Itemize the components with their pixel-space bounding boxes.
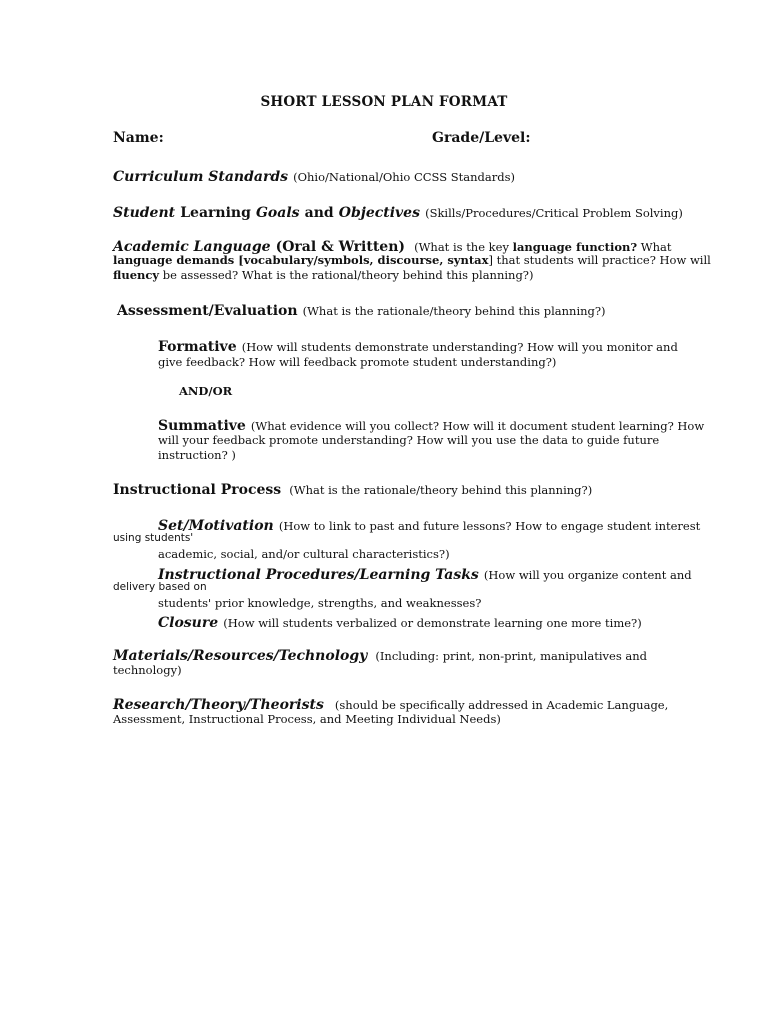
academic-language-heading: Academic Language: [113, 239, 271, 255]
materials-heading: Materials/Resources/Technology: [113, 648, 368, 664]
learning-goals-section: [113, 202, 683, 221]
instructional-process-section: [113, 479, 592, 498]
formative-heading: Formative: [158, 339, 237, 355]
closure-heading: Closure: [158, 615, 219, 631]
academic-language-line-2: [113, 253, 711, 267]
closure-line: [158, 612, 642, 631]
research-heading: Research/Theory/Theorists: [113, 697, 324, 713]
summative-note-1: (What evidence will you collect? How will it document student learning? How: [250, 419, 705, 433]
goals-heading-learning: Learning: [180, 205, 251, 221]
academic-language-heading-rest: (Oral & Written): [275, 239, 406, 255]
academic-language-note-1c: What: [637, 240, 672, 254]
page-title: SHORT LESSON PLAN FORMAT: [260, 94, 508, 110]
summative-note-2: will your feedback promote understanding? How will you use the data to guide future: [158, 433, 660, 447]
instructional-procedures-note-1: (How will you organize content and: [483, 568, 692, 582]
set-motivation-heading: Set/Motivation: [158, 518, 274, 534]
set-motivation-note-3: academic, social, and/or cultural characteristics?): [158, 547, 450, 561]
instructional-procedures-note-2: delivery based on: [113, 581, 207, 593]
instructional-process-heading: Instructional Process: [113, 482, 282, 498]
academic-language-note-1b: language function?: [512, 240, 638, 254]
curriculum-standards-heading: Curriculum Standards: [113, 169, 289, 185]
academic-language-note-2a: language demands [vocabulary/symbols, discourse, syntax: [113, 253, 489, 267]
assessment-section: [117, 300, 606, 319]
formative-line-1: [158, 336, 678, 355]
materials-line-1: [113, 645, 647, 664]
curriculum-standards-note: (Ohio/National/Ohio CCSS Standards): [293, 170, 515, 184]
goals-heading-objectives: Objectives: [338, 205, 420, 221]
set-motivation-note-2: using students': [113, 532, 194, 544]
academic-language-note-3a: fluency: [113, 268, 160, 282]
academic-language-note-2b: ] that students will practice? How will: [488, 253, 711, 267]
goals-note: (Skills/Procedures/Critical Problem Solving): [425, 206, 683, 220]
instructional-process-note: (What is the rationale/theory behind this planning?): [289, 483, 593, 497]
goals-heading-student: Student: [113, 205, 176, 221]
summative-note-3: instruction? ): [158, 448, 236, 462]
academic-language-note-3b: be assessed? What is the rational/theory behind this planning?): [159, 268, 534, 282]
materials-note-2: technology): [113, 663, 182, 677]
summative-heading: Summative: [158, 418, 246, 434]
academic-language-note-1a: (What is the key: [414, 240, 513, 254]
name-label: Name:: [113, 130, 164, 146]
closure-note: (How will students verbalized or demonstrate learning one more time?): [223, 616, 642, 630]
grade-level-label: Grade/Level:: [432, 130, 531, 146]
academic-language-line-3: [113, 268, 533, 282]
summative-line-1: [158, 415, 704, 434]
research-note-1: (should be specifically addressed in Academic Language,: [334, 698, 669, 712]
set-motivation-note-1: (How to link to past and future lessons? How to engage student interest: [278, 519, 701, 533]
instructional-procedures-note-3: students' prior knowledge, strengths, and weaknesses?: [158, 596, 482, 610]
goals-heading-and: and: [304, 205, 334, 221]
materials-note-1: (Including: print, non-print, manipulatives and: [375, 649, 647, 663]
curriculum-standards-section: [113, 166, 515, 185]
goals-heading-goals: Goals: [255, 205, 300, 221]
instructional-procedures-heading: Instructional Procedures/Learning Tasks: [158, 567, 479, 583]
instructional-procedures-line-1: [158, 564, 692, 583]
research-line-1: [113, 694, 668, 713]
assessment-heading: Assessment/Evaluation: [117, 303, 298, 319]
and-or-label: AND/OR: [179, 384, 233, 398]
assessment-note: (What is the rationale/theory behind this planning?): [302, 304, 606, 318]
research-note-2: Assessment, Instructional Process, and Meeting Individual Needs): [113, 712, 501, 726]
set-motivation-line-1: [158, 515, 700, 534]
formative-note-1: (How will students demonstrate understanding? How will you monitor and: [241, 340, 678, 354]
formative-note-2: give feedback? How will feedback promote student understanding?): [158, 355, 557, 369]
